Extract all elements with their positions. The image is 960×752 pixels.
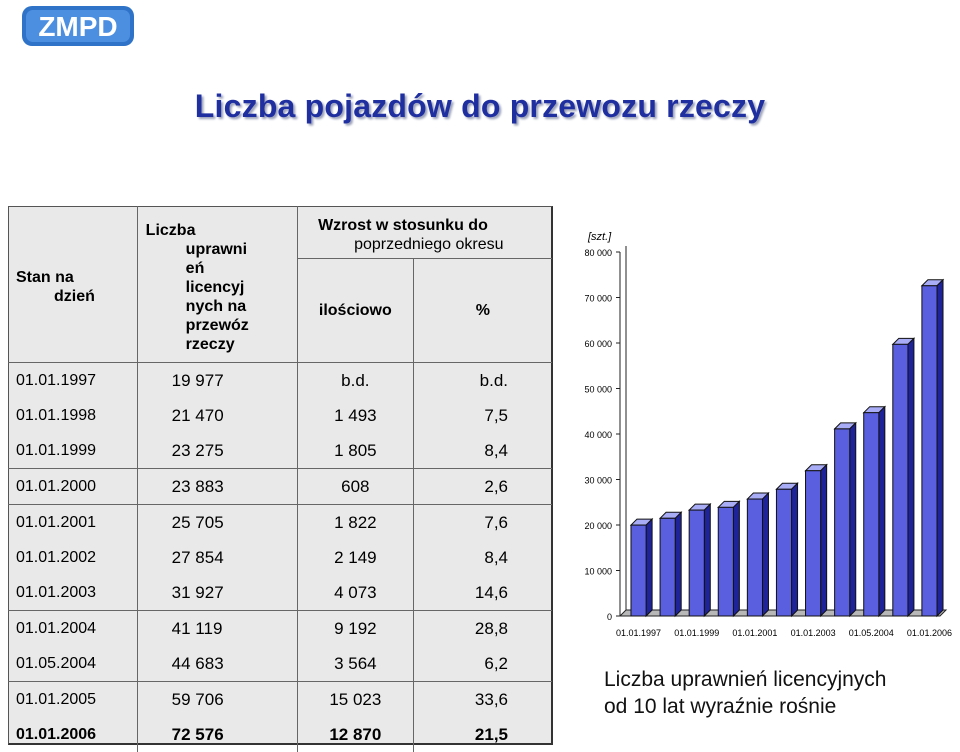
header-percent: % <box>475 301 490 319</box>
cell-value: 21 470 <box>137 398 297 433</box>
header-liczba <box>137 206 297 363</box>
header-liczba-line: nych na <box>185 297 247 315</box>
cell-diff: 1 822 <box>298 505 414 541</box>
header-liczba-line: eń <box>185 259 205 277</box>
y-tick-label: 80 000 <box>584 248 612 258</box>
bar <box>631 525 646 616</box>
bar <box>806 471 821 616</box>
table-row <box>8 398 552 433</box>
table-row <box>8 682 552 718</box>
y-tick-label: 60 000 <box>584 339 612 349</box>
bar-chart-svg <box>560 206 956 646</box>
cell-value: 27 854 <box>137 540 297 575</box>
header-ilosciowo: ilościowo <box>298 258 414 362</box>
table-row <box>8 611 552 647</box>
y-tick-label: 20 000 <box>584 521 612 531</box>
cell-pct: 6,2 <box>484 653 508 673</box>
cell-value: 25 705 <box>137 505 297 541</box>
cell-date: 01.01.1999 <box>8 433 137 469</box>
cell-value: 72 576 <box>137 717 297 752</box>
x-tick-label: 01.01.2006 <box>906 628 952 638</box>
bar <box>747 499 762 616</box>
table-row <box>8 469 552 505</box>
x-tick-label: 01.01.1997 <box>616 628 662 638</box>
y-tick-label: 50 000 <box>584 384 612 395</box>
caption-line2: od 10 lat wyraźnie rośnie <box>604 695 837 718</box>
cell-pct: 8,4 <box>484 440 508 460</box>
logo-text: ZMPD <box>38 11 118 42</box>
cell-diff: 3 564 <box>298 646 414 682</box>
header-liczba-line: licencyj <box>185 278 245 296</box>
chart-caption <box>604 666 887 720</box>
bar-side <box>704 504 710 616</box>
table-row <box>8 575 552 611</box>
cell-value: 19 977 <box>137 363 297 399</box>
bar <box>922 286 937 616</box>
cell-diff: 4 073 <box>298 575 414 611</box>
cell-pct: 7,5 <box>484 405 508 425</box>
bar-side <box>675 512 681 616</box>
cell-date: 01.01.2004 <box>8 611 137 647</box>
data-table <box>8 206 552 752</box>
bar <box>864 413 879 616</box>
table-row <box>8 433 552 469</box>
cell-value: 41 119 <box>137 611 297 647</box>
cell-diff: 1 493 <box>298 398 414 433</box>
bar-side <box>792 483 798 616</box>
header-liczba-line: Liczba <box>145 221 196 239</box>
cell-date: 01.01.2001 <box>8 505 137 541</box>
table-row <box>8 363 552 399</box>
table-row <box>8 505 552 541</box>
cell-value: 23 275 <box>137 433 297 469</box>
cell-pct: 28,8 <box>413 611 552 647</box>
x-tick-label: 01.01.2003 <box>790 628 836 638</box>
cell-date: 01.01.2003 <box>8 575 137 611</box>
cell-pct: 2,6 <box>413 469 552 505</box>
bar-side <box>937 280 943 616</box>
bar-side <box>646 519 652 616</box>
table-row <box>8 540 552 575</box>
bar <box>689 510 704 616</box>
header-stan <box>8 206 137 363</box>
y-tick-label: 30 000 <box>584 475 612 486</box>
y-tick-label: 40 000 <box>584 430 612 440</box>
header-stan-line2: dzień <box>54 288 95 305</box>
cell-value: 59 706 <box>137 682 297 718</box>
cell-diff: 12 870 <box>298 717 414 752</box>
cell-date: 01.05.2004 <box>8 646 137 682</box>
bar-side <box>879 407 885 616</box>
cell-diff: 2 149 <box>298 540 414 575</box>
cell-pct: 7,6 <box>413 505 552 541</box>
cell-date: 01.01.2006 <box>8 717 137 752</box>
cell-date: 01.01.1998 <box>8 398 137 433</box>
table-row <box>8 646 552 682</box>
cell-pct: 8,4 <box>484 547 508 567</box>
cell-date: 01.01.2002 <box>8 540 137 575</box>
cell-value: 23 883 <box>137 469 297 505</box>
cell-diff: 9 192 <box>298 611 414 647</box>
header-liczba-line: uprawni <box>185 240 248 258</box>
cell-date: 01.01.2000 <box>8 469 137 505</box>
bar-side <box>762 493 768 616</box>
bar-side <box>908 338 914 616</box>
x-tick-label: 01.01.1999 <box>674 628 720 638</box>
bar <box>893 344 908 616</box>
cell-diff: b.d. <box>298 363 414 399</box>
header-stan-line1: Stan na <box>16 269 74 286</box>
header-wzrost-line2: poprzedniego okresu <box>354 235 504 253</box>
cell-value: 31 927 <box>137 575 297 611</box>
cell-date: 01.01.1997 <box>8 363 137 399</box>
cell-pct: b.d. <box>413 363 552 399</box>
y-tick-label: 70 000 <box>584 293 612 304</box>
cell-pct: 21,5 <box>474 724 508 744</box>
cell-date: 01.01.2005 <box>8 682 137 718</box>
header-liczba-line: przewóz <box>185 316 249 334</box>
cell-diff: 608 <box>298 469 414 505</box>
bar <box>718 507 733 616</box>
bar-side <box>850 423 856 616</box>
y-tick-label: 10 000 <box>584 566 612 577</box>
cell-diff: 15 023 <box>298 682 414 718</box>
y-tick-label: 0 <box>606 612 612 622</box>
header-wzrost-line1: Wzrost w stosunku do <box>318 216 488 234</box>
cell-value: 44 683 <box>137 646 297 682</box>
bar <box>835 429 850 616</box>
page-title: Liczba pojazdów do przewozu rzeczy <box>194 88 766 124</box>
bar-side <box>821 465 827 616</box>
cell-diff: 1 805 <box>298 433 414 469</box>
header-liczba-line: rzeczy <box>185 335 235 353</box>
caption-line1: Liczba uprawnień licencyjnych <box>604 668 887 691</box>
cell-pct: 14,6 <box>474 582 508 602</box>
header-wzrost <box>298 206 552 258</box>
bar <box>660 518 675 616</box>
cell-pct: 33,6 <box>413 682 552 718</box>
table-row <box>8 717 552 752</box>
zmpd-logo <box>22 6 134 46</box>
bar-side <box>733 501 739 616</box>
y-unit-label: [szt.] <box>588 231 612 243</box>
x-tick-label: 01.05.2004 <box>848 628 894 638</box>
bar <box>776 489 791 616</box>
bar-chart <box>560 206 956 646</box>
x-tick-label: 01.01.2001 <box>732 628 778 638</box>
